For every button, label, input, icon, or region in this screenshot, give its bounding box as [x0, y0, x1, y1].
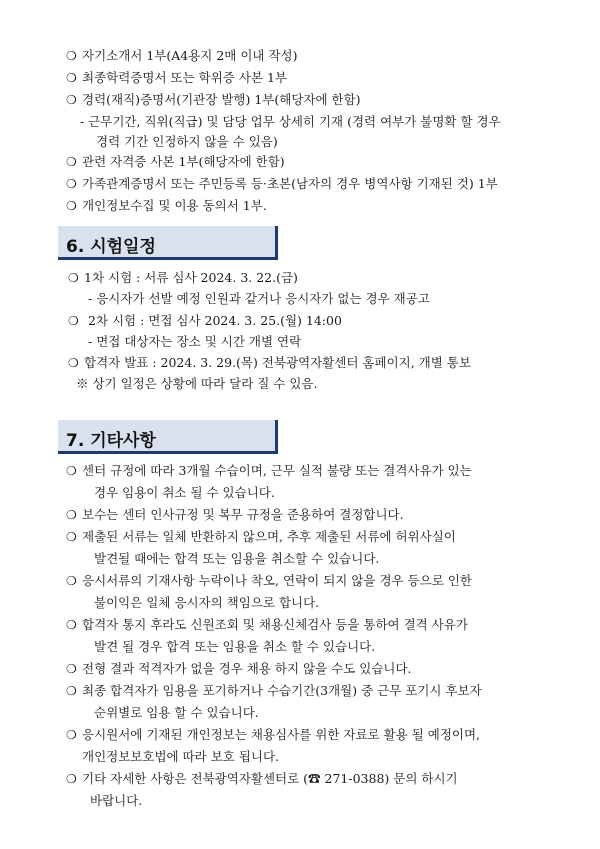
circle-bullet-icon: ❍ [66, 728, 77, 742]
list-item: ❍ 1차 시험 : 서류 심사 2024. 3. 22.(금) [68, 270, 298, 285]
list-item-continued: 불이익은 일체 응시자의 책임으로 합니다. [94, 595, 320, 610]
section-heading: 7. 기타사항 [58, 420, 278, 454]
list-item: ❍ 응시서류의 기재사항 누락이나 착오, 연락이 되지 않을 경우 등으로 인한 [66, 573, 472, 588]
list-item: ❍ 기타 자세한 사항은 전북광역자활센터로 (☎ 271-0388) 문의 하시기 [66, 771, 458, 786]
list-item-continued: 개인정보보호법에 따라 보호 됩니다. [82, 749, 280, 764]
circle-bullet-icon: ❍ [66, 574, 77, 588]
list-item: ❍ 경력(재직)증명서(기관장 발행) 1부(해당자에 한함) [66, 92, 361, 107]
list-subitem: 경력 기간 인정하지 않을 수 있음) [96, 134, 278, 149]
list-item: ❍ 센터 규정에 따라 3개월 수습이며, 근무 실적 불량 또는 결격사유가 있는 [66, 463, 472, 478]
list-item: ❍ 관련 자격증 사본 1부(해당자에 한함) [66, 154, 285, 169]
circle-bullet-icon: ❍ [66, 684, 77, 698]
circle-bullet-icon: ❍ [66, 618, 77, 632]
list-item: ❍ 개인정보수집 및 이용 동의서 1부. [66, 198, 267, 213]
list-subitem: - 응시자가 선발 예정 인원과 같거나 응시자가 없는 경우 재공고 [88, 291, 430, 306]
circle-bullet-icon: ❍ [68, 356, 79, 370]
circle-bullet-icon: ❍ [66, 177, 77, 191]
list-item-continued: 경우 임용이 취소 될 수 있습니다. [94, 485, 275, 500]
circle-bullet-icon: ❍ [66, 508, 77, 522]
list-item-continued: 바랍니다. [90, 793, 143, 808]
circle-bullet-icon: ❍ [66, 71, 77, 85]
circle-bullet-icon: ❍ [66, 93, 77, 107]
list-item: ❍ 합격자 통지 후라도 신원조회 및 채용신체검사 등을 통하여 결격 사유가 [66, 617, 468, 632]
list-item: ❍ 자기소개서 1부(A4용지 2매 이내 작성) [66, 48, 298, 63]
circle-bullet-icon: ❍ [68, 271, 79, 285]
circle-bullet-icon: ❍ [66, 49, 77, 63]
circle-bullet-icon: ❍ [66, 662, 77, 676]
circle-bullet-icon: ❍ [68, 314, 79, 328]
list-item-continued: 발견 될 경우 합격 또는 임용을 취소 할 수 있습니다. [94, 639, 376, 654]
circle-bullet-icon: ❍ [66, 530, 77, 544]
section-heading: 6. 시험일정 [58, 226, 278, 260]
list-item: ❍ 최종 합격자가 임용을 포기하거나 수습기간(3개월) 중 근무 포기시 후보자 [66, 683, 482, 698]
list-item: ❍ 가족관계증명서 또는 주민등록 등·초본(남자의 경우 병역사항 기재된 것) 1부 [66, 176, 498, 191]
list-subitem: - 근무기간, 직위(직급) 및 담당 업무 상세히 기재 (경력 여부가 불명확 할 경우 [80, 114, 501, 129]
list-item: ❍ 보수는 센터 인사규정 및 복무 규정을 준용하여 결정합니다. [66, 507, 404, 522]
list-subitem: - 면접 대상자는 장소 및 시간 개별 연락 [88, 334, 302, 349]
list-item: ❍ 2차 시험 : 면접 심사 2024. 3. 25.(월) 14:00 [68, 313, 342, 328]
circle-bullet-icon: ❍ [66, 772, 77, 786]
circle-bullet-icon: ❍ [66, 155, 77, 169]
list-item: ❍ 응시원서에 기재된 개인정보는 채용심사를 위한 자료로 활용 될 예정이며, [66, 727, 481, 742]
circle-bullet-icon: ❍ [66, 464, 77, 478]
circle-bullet-icon: ❍ [66, 199, 77, 213]
remark-note: ※ 상기 일정은 상황에 따라 달라 질 수 있음. [76, 376, 318, 391]
list-item-continued: 발견될 때에는 합격 또는 임용을 취소할 수 있습니다. [94, 551, 380, 566]
list-item: ❍ 전형 결과 적격자가 없을 경우 채용 하지 않을 수도 있습니다. [66, 661, 412, 676]
list-item-continued: 순위별로 임용 할 수 있습니다. [94, 705, 259, 720]
list-item: ❍ 제출된 서류는 일체 반환하지 않으며, 추후 제출된 서류에 허위사실이 [66, 529, 456, 544]
list-item: ❍ 합격자 발표 : 2024. 3. 29.(목) 전북광역자활센터 홈페이지, 개별 통보 [68, 355, 471, 370]
list-item: ❍ 최종학력증명서 또는 학위증 사본 1부 [66, 70, 287, 85]
